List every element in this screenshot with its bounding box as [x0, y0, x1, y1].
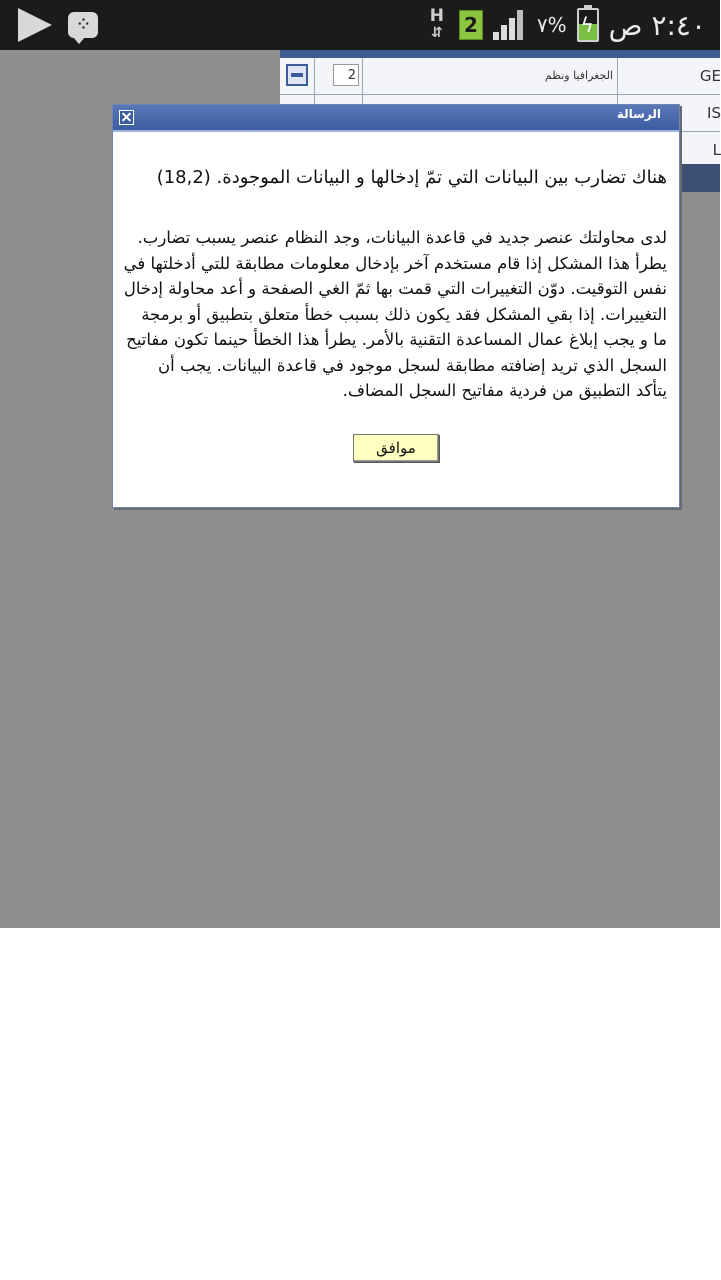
- dialog-title: الرسالة: [616, 107, 661, 121]
- signal-icon: [493, 10, 527, 40]
- table-footer-bar: [679, 164, 720, 192]
- network-type: H: [429, 6, 445, 26]
- row-delete-cell: [280, 58, 314, 94]
- minus-icon[interactable]: [286, 64, 308, 86]
- network-h-icon: [425, 6, 449, 44]
- error-details: لدى محاولتك عنصر جديد في قاعدة البيانات، وجد النظام عنصر يسبب تضارب. يطرأ هذا المشكل إذا قام مستخدم آخر بإدخال معلومات مطابقة للتي أدخلتها في نفس التوقيت. دوّن التغييرات التي قمت بها ثمّ الغي الصفحة و أعد محاولة إدخال التغييرات. إذا بقي المشكل فقد يكون ذلك بسبب خطأ متعلق بتطبيق أو برمجة ما و يجب إبلاغ عمال المساعدة التقنية بالأمر. يطرأ هذا الخطأ حينما تكون مفاتيح السجل الذي تريد إضافته مطابقة لسجل موجود في قاعدة البيانات. يجب أن يتأكد التطبيق من فردية مفاتيح السجل المضاف.: [123, 228, 667, 400]
- table-row[interactable]: [280, 58, 720, 95]
- clock: ٢:٤٠ ص: [608, 8, 706, 42]
- sim-2-icon: 2: [459, 10, 483, 40]
- row-count-cell: [314, 58, 363, 94]
- battery-percent: ٧%: [536, 13, 567, 37]
- play-icon: [18, 8, 52, 42]
- dialog-title-bar: [113, 105, 679, 132]
- error-summary: هناك تضارب بين البيانات التي تمّ إدخالها و البيانات الموجودة. (18,2): [156, 167, 667, 188]
- status-bar-right: [425, 6, 706, 44]
- row-code-cell: IS: [617, 95, 721, 131]
- bbm-icon: ⁘: [68, 12, 98, 38]
- status-bar: [0, 0, 720, 50]
- ok-button[interactable]: موافق: [353, 434, 439, 462]
- row-code-cell: L: [617, 132, 721, 168]
- row-code-cell: GE: [617, 58, 721, 94]
- row-name-cell: الجغرافيا ونظم: [362, 58, 617, 94]
- battery-icon: [577, 8, 599, 42]
- close-icon[interactable]: [119, 110, 134, 125]
- status-bar-left: [18, 6, 98, 44]
- charging-bolt-icon: ϟ: [580, 13, 594, 37]
- network-arrows: ⇵: [431, 25, 443, 41]
- table-header: [280, 50, 720, 58]
- message-dialog: [112, 104, 680, 508]
- count-input[interactable]: 2: [333, 64, 359, 86]
